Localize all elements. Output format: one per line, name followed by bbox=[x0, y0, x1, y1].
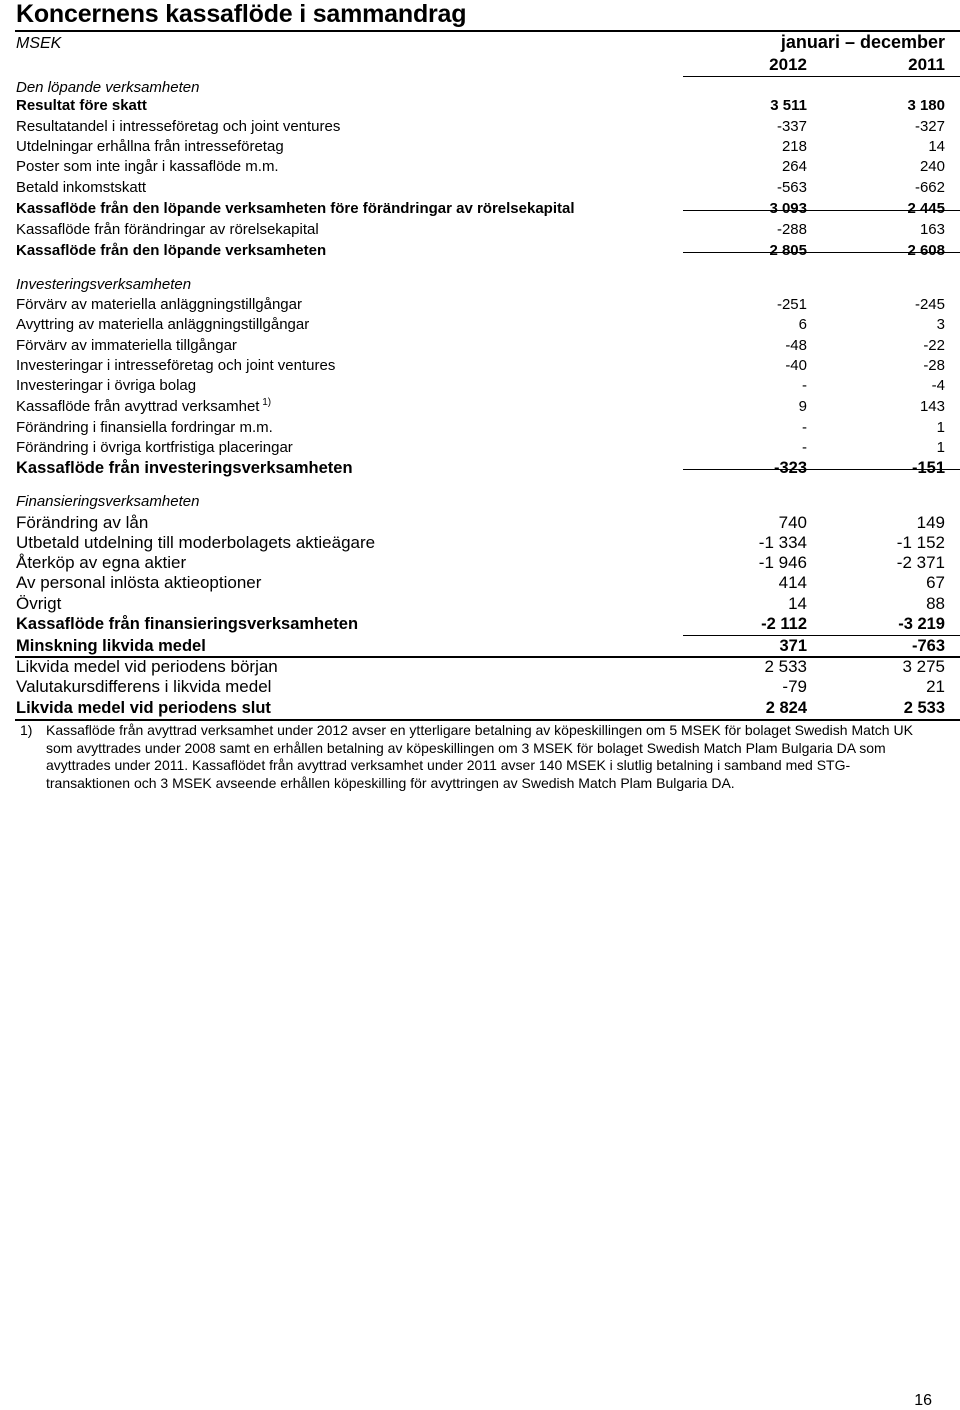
table-row bbox=[0, 614, 960, 634]
period-label: januari – december bbox=[780, 32, 945, 52]
value-2012: - bbox=[802, 419, 807, 436]
value-2012: -1 946 bbox=[758, 553, 807, 572]
value-2011: 240 bbox=[919, 158, 945, 175]
section-operating bbox=[0, 78, 960, 98]
footnote-ref: 1) bbox=[259, 397, 272, 408]
row-label: Kassaflöde från finansieringsverksamheten bbox=[16, 615, 359, 633]
value-2011: -28 bbox=[923, 357, 945, 374]
value-2012: 218 bbox=[781, 138, 807, 155]
row-label: Den löpande verksamheten bbox=[16, 79, 200, 96]
value-2012: -563 bbox=[776, 179, 807, 196]
row-label: Förändring i finansiella fordringar m.m. bbox=[16, 419, 273, 436]
header-rule bbox=[683, 76, 960, 77]
value-2011: -327 bbox=[914, 118, 945, 135]
table-row bbox=[0, 376, 960, 396]
value-2012: 3 511 bbox=[770, 97, 807, 114]
row-label: Övrigt bbox=[16, 594, 62, 613]
value-2011: -662 bbox=[914, 179, 945, 196]
value-2012: -288 bbox=[776, 221, 807, 238]
row-label: Utbetald utdelning till moderbolagets aktieägare bbox=[16, 533, 376, 552]
value-2011: -151 bbox=[911, 459, 945, 477]
value-2011: -1 152 bbox=[896, 533, 945, 552]
value-2011: 143 bbox=[919, 398, 945, 415]
table-row bbox=[0, 220, 960, 240]
table-row bbox=[0, 336, 960, 356]
table-row bbox=[0, 513, 960, 533]
value-2012: 6 bbox=[798, 316, 807, 333]
year-2011-header: 2011 bbox=[908, 55, 945, 74]
row-label: Minskning likvida medel bbox=[16, 637, 206, 655]
value-2012: - bbox=[802, 377, 807, 394]
value-2011: 2 533 bbox=[903, 699, 945, 717]
row-label: Poster som inte ingår i kassaflöde m.m. bbox=[16, 158, 279, 175]
rule-line bbox=[15, 656, 960, 658]
table-row bbox=[0, 698, 960, 718]
row-label: Betald inkomstskatt bbox=[16, 179, 147, 196]
row-label: Kassaflöde från förändringar av rörelsekapital bbox=[16, 221, 319, 238]
value-2011: 3 180 bbox=[907, 97, 945, 114]
value-2011: 149 bbox=[916, 513, 945, 532]
table-row bbox=[0, 677, 960, 697]
row-label: Resultat före skatt bbox=[16, 97, 147, 114]
value-2012: 371 bbox=[779, 637, 807, 655]
row-label: Investeringsverksamheten bbox=[16, 276, 192, 293]
row-label: Utdelningar erhållna från intresseföretag bbox=[16, 138, 284, 155]
value-2012: 2 533 bbox=[764, 657, 807, 676]
row-label: Förvärv av immateriella tillgångar bbox=[16, 337, 237, 354]
value-2012: 14 bbox=[788, 594, 807, 613]
value-2012: - bbox=[802, 439, 807, 456]
row-label: Förändring i övriga kortfristiga placeringar bbox=[16, 439, 293, 456]
value-2012: -251 bbox=[776, 296, 807, 313]
table-row bbox=[0, 657, 960, 677]
value-2012: 9 bbox=[798, 398, 807, 415]
row-label: Avyttring av materiella anläggningstillgångar bbox=[16, 316, 310, 333]
row-label: Resultatandel i intresseföretag och joint ventures bbox=[16, 118, 341, 135]
value-2011: 21 bbox=[926, 677, 945, 696]
table-row bbox=[0, 458, 960, 478]
value-2011: -763 bbox=[911, 637, 945, 655]
value-2012: -2 112 bbox=[761, 615, 807, 633]
value-2011: -2 371 bbox=[896, 553, 945, 572]
value-2011: 2 608 bbox=[907, 242, 945, 259]
value-2012: -323 bbox=[773, 459, 807, 477]
value-2011: 3 bbox=[936, 316, 945, 333]
value-2012: -337 bbox=[776, 118, 807, 135]
table-row bbox=[0, 157, 960, 177]
value-2011: 67 bbox=[926, 573, 945, 592]
table-row bbox=[0, 117, 960, 137]
table-row bbox=[0, 96, 960, 116]
value-2012: 2 824 bbox=[765, 699, 807, 717]
value-2011: 3 275 bbox=[902, 657, 945, 676]
row-label: Likvida medel vid periodens slut bbox=[16, 699, 271, 717]
table-row bbox=[0, 178, 960, 198]
value-2012: 264 bbox=[781, 158, 807, 175]
row-label: Investeringar i intresseföretag och joint ventures bbox=[16, 357, 336, 374]
table-row bbox=[0, 315, 960, 335]
row-label: Investeringar i övriga bolag bbox=[16, 377, 197, 394]
table-row bbox=[0, 418, 960, 438]
table-row bbox=[0, 397, 960, 417]
page-title: Koncernens kassaflöde i sammandrag bbox=[16, 0, 467, 28]
value-2011: 88 bbox=[926, 594, 945, 613]
value-2011: 1 bbox=[936, 419, 945, 436]
value-2012: -40 bbox=[785, 357, 807, 374]
rule-line bbox=[15, 719, 960, 721]
value-2012: 2 805 bbox=[769, 242, 807, 259]
section-investing bbox=[0, 275, 960, 295]
row-label: Valutakursdifferens i likvida medel bbox=[16, 677, 272, 696]
row-label: Likvida medel vid periodens början bbox=[16, 657, 278, 676]
table-row bbox=[0, 241, 960, 261]
table-row bbox=[0, 438, 960, 458]
row-label: Kassaflöde från den löpande verksamheten bbox=[16, 242, 327, 259]
value-2011: -4 bbox=[931, 377, 945, 394]
table-row bbox=[0, 356, 960, 376]
rule-line bbox=[683, 635, 960, 636]
rule-line bbox=[683, 210, 960, 211]
table-row bbox=[0, 199, 960, 219]
table-row bbox=[0, 295, 960, 315]
row-label: Återköp av egna aktier bbox=[16, 553, 187, 572]
value-2012: -1 334 bbox=[758, 533, 807, 552]
rule-line bbox=[683, 469, 960, 470]
value-2011: 14 bbox=[928, 138, 945, 155]
table-row bbox=[0, 137, 960, 157]
row-label: Finansieringsverksamheten bbox=[16, 493, 200, 510]
value-2011: -22 bbox=[923, 337, 945, 354]
row-label: Förvärv av materiella anläggningstillgångar bbox=[16, 296, 302, 313]
rule-line bbox=[683, 252, 960, 253]
value-2012: -79 bbox=[782, 677, 807, 696]
footnote-text: Kassaflöde från avyttrad verksamhet under 2012 avser en ytterligare betalning av köpeskillingen om 5 MSEK för bolaget Swedish Match UK som avyttrades under 2008 samt en erhållen betalning av köpeskillingen om 3 MSEK för bolaget Swedish Match Plam Bulgaria DA som avyttrades under 2011. Kassaflödet från avyttrad verksamhet under 2011 avser 140 MSEK i slutlig betalning i samband med STG-transaktionen och 3 MSEK avseende erhållen köpeskilling för avyttringen av Swedish Match Plam Bulgaria DA. bbox=[46, 722, 913, 791]
page-number: 16 bbox=[914, 1392, 932, 1409]
footnote-mark: 1) bbox=[20, 722, 33, 738]
row-label: Kassaflöde från den löpande verksamheten före förändringar av rörelsekapital bbox=[16, 200, 575, 217]
value-2012: 414 bbox=[778, 573, 807, 592]
value-2011: 1 bbox=[936, 439, 945, 456]
row-label: Förändring av lån bbox=[16, 513, 149, 532]
table-row bbox=[0, 594, 960, 614]
value-2012: -48 bbox=[785, 337, 807, 354]
year-2012-header: 2012 bbox=[769, 55, 807, 74]
row-label: Kassaflöde från avyttrad verksamhet $^{1)}$ bbox=[16, 397, 272, 415]
table-row bbox=[0, 636, 960, 656]
unit-label: MSEK bbox=[16, 35, 62, 52]
value-2012: 740 bbox=[778, 513, 807, 532]
table-row bbox=[0, 533, 960, 553]
value-2011: 163 bbox=[919, 221, 945, 238]
value-2011: -3 219 bbox=[898, 615, 945, 633]
value-2011: -245 bbox=[914, 296, 945, 313]
value-2011: 2 445 bbox=[907, 200, 945, 217]
table-row bbox=[0, 553, 960, 573]
row-label: Av personal inlösta aktieoptioner bbox=[16, 573, 262, 592]
table-row bbox=[0, 573, 960, 593]
value-2012: 3 093 bbox=[769, 200, 807, 217]
row-label: Kassaflöde från investeringsverksamheten bbox=[16, 459, 353, 477]
section-financing bbox=[0, 492, 960, 512]
